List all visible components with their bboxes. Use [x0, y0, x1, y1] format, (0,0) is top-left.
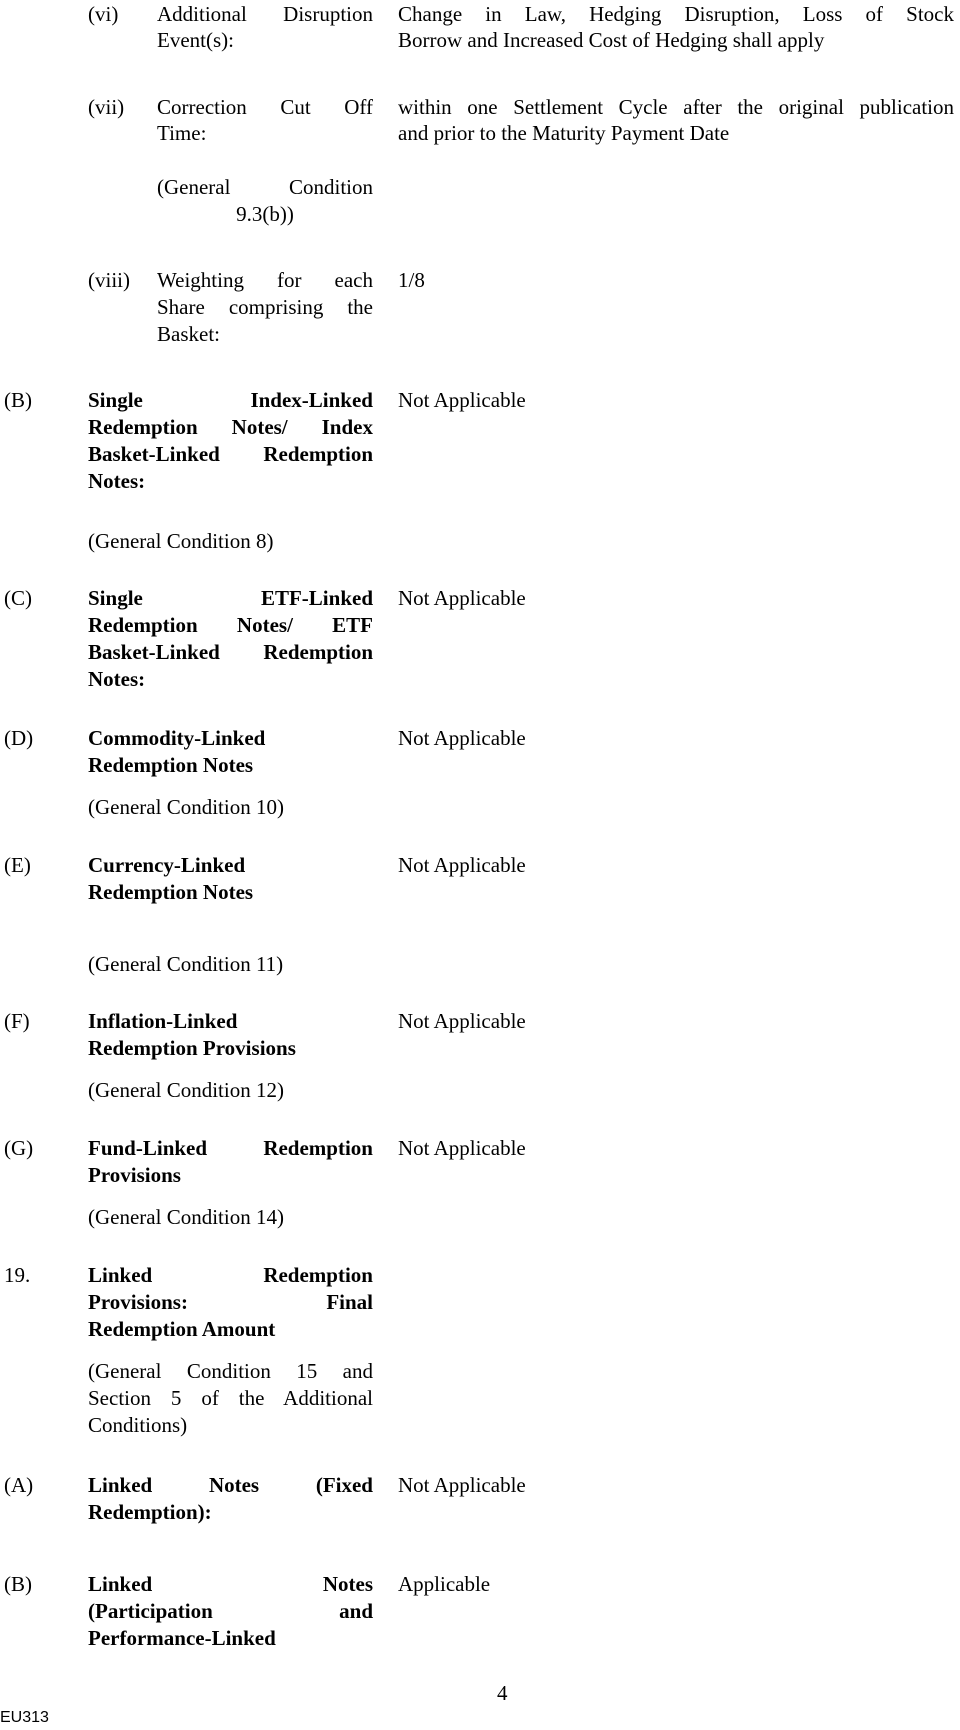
- row-C-letter: (C): [4, 586, 32, 610]
- row-vii-condition-line1: (General Condition: [157, 175, 373, 199]
- row-C-label-line2: Redemption Notes/ ETF: [88, 613, 373, 637]
- row-vii-label-line2: Time:: [157, 121, 207, 145]
- row-C-value: Not Applicable: [398, 586, 526, 610]
- row-vii-value-line2: and prior to the Maturity Payment Date: [398, 121, 730, 145]
- row-vii-label-line1: Correction Cut Off: [157, 95, 373, 119]
- row-B2-value: Applicable: [398, 1572, 491, 1596]
- row-viii-label-line2: Share comprising the: [157, 295, 373, 319]
- row-B-label-line1: Single Index-Linked: [88, 388, 373, 412]
- row-C-label-line3: Basket-Linked Redemption: [88, 640, 373, 664]
- row-vii-value-line1: within one Settlement Cycle after the original publication: [398, 95, 954, 119]
- row-viii-value: 1/8: [398, 268, 425, 292]
- row-A2-label-line2: Redemption):: [88, 1500, 212, 1524]
- row-E-condition: (General Condition 11): [88, 952, 284, 976]
- row-B-label-line2: Redemption Notes/ Index: [88, 415, 373, 439]
- section-19-number: 19.: [4, 1263, 31, 1287]
- row-G-letter: (G): [4, 1136, 34, 1160]
- row-D-letter: (D): [4, 726, 34, 750]
- row-vi-value-line2: Borrow and Increased Cost of Hedging shall apply: [398, 28, 825, 52]
- row-F-label-line2: Redemption Provisions: [88, 1036, 296, 1060]
- section-19-label-line2: Provisions: Final: [88, 1290, 373, 1314]
- row-viii-number: (viii): [88, 268, 130, 292]
- row-A2-value: Not Applicable: [398, 1473, 526, 1497]
- document-code: EU313: [0, 1709, 49, 1726]
- row-B-letter: (B): [4, 388, 32, 412]
- section-19-label-line3: Redemption Amount: [88, 1317, 276, 1341]
- row-vii-number: (vii): [88, 95, 125, 119]
- row-E-value: Not Applicable: [398, 853, 526, 877]
- row-D-label-line1: Commodity-Linked: [88, 726, 266, 750]
- row-B2-letter: (B): [4, 1572, 32, 1596]
- row-B2-label-line1: Linked Notes: [88, 1572, 373, 1596]
- row-B-label-line4: Notes:: [88, 469, 146, 493]
- section-19-condition-line3: Conditions): [88, 1413, 188, 1437]
- row-G-condition: (General Condition 14): [88, 1205, 284, 1229]
- row-G-value: Not Applicable: [398, 1136, 526, 1160]
- row-F-value: Not Applicable: [398, 1009, 526, 1033]
- page-number: 4: [497, 1681, 508, 1705]
- section-19-condition-line1: (General Condition 15 and: [88, 1359, 373, 1383]
- row-viii-label-line3: Basket:: [157, 322, 220, 346]
- row-D-value: Not Applicable: [398, 726, 526, 750]
- row-F-condition: (General Condition 12): [88, 1078, 284, 1102]
- row-F-label-line1: Inflation-Linked: [88, 1009, 238, 1033]
- row-D-label-line2: Redemption Notes: [88, 753, 254, 777]
- row-E-label-line2: Redemption Notes: [88, 880, 254, 904]
- row-vi-value-line1: Change in Law, Hedging Disruption, Loss of Stock: [398, 2, 954, 26]
- row-G-label-line1: Fund-Linked Redemption: [88, 1136, 373, 1160]
- row-B-condition: (General Condition 8): [88, 529, 274, 553]
- row-G-label-line2: Provisions: [88, 1163, 181, 1187]
- row-E-label-line1: Currency-Linked: [88, 853, 246, 877]
- row-B2-label-line2: (Participation and: [88, 1599, 373, 1623]
- row-C-label-line1: Single ETF-Linked: [88, 586, 373, 610]
- row-A2-label-line1: Linked Notes (Fixed: [88, 1473, 373, 1497]
- row-vii-condition-line2: 9.3(b)): [236, 202, 294, 226]
- row-B-label-line3: Basket-Linked Redemption: [88, 442, 373, 466]
- row-F-letter: (F): [4, 1009, 30, 1033]
- row-B-value: Not Applicable: [398, 388, 526, 412]
- row-C-label-line4: Notes:: [88, 667, 146, 691]
- row-B2-label-line3: Performance-Linked: [88, 1626, 276, 1650]
- row-vi-number: (vi): [88, 2, 119, 26]
- row-E-letter: (E): [4, 853, 31, 877]
- row-vi-label-line2: Event(s):: [157, 28, 234, 52]
- row-viii-label-line1: Weighting for each: [157, 268, 373, 292]
- row-A2-letter: (A): [4, 1473, 34, 1497]
- row-vi-label-line1: Additional Disruption: [157, 2, 373, 26]
- section-19-condition-line2: Section 5 of the Additional: [88, 1386, 373, 1410]
- section-19-label-line1: Linked Redemption: [88, 1263, 373, 1287]
- row-D-condition: (General Condition 10): [88, 795, 284, 819]
